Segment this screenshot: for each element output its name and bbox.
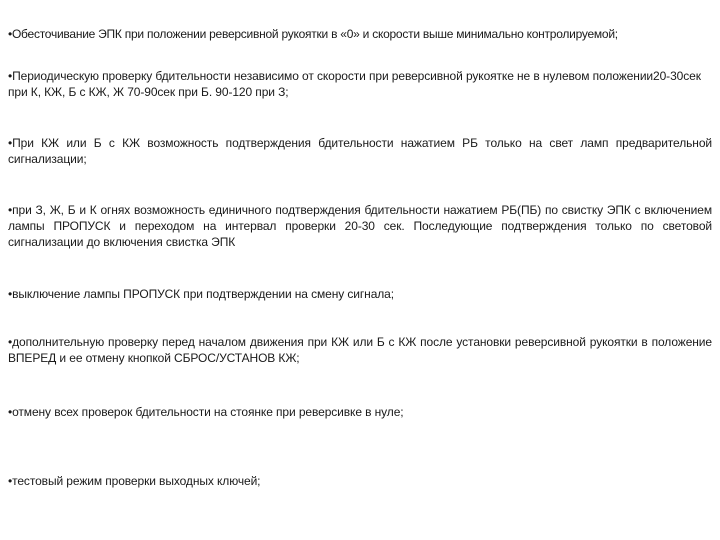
bullet-item-lamp-off: •выключение лампы ПРОПУСК при подтверждении на смену сигнала; — [8, 287, 394, 301]
bullet-item-additional-check: •дополнительную проверку перед началом движения при КЖ или Б с КЖ после установки реверсивной рукоятки в положение ВПЕРЕД и ее отмену кнопкой СБРОС/УСТАНОВ КЖ; — [8, 335, 712, 365]
bullet-item-cancel-checks: •отмену всех проверок бдительности на стоянке при реверсивке в нуле; — [8, 405, 404, 419]
bullet-item-epk-deenergize: •Обесточивание ЭПК при положении реверсивной рукоятки в «0» и скорости выше минимально контролируемой; — [8, 27, 618, 41]
bullet-item-kzh-confirm: •При КЖ или Б с КЖ возможность подтверждения бдительности нажатием РБ только на свет ламп предварительной сигнализации; — [8, 136, 712, 166]
bullet-item-test-mode: •тестовый режим проверки выходных ключей; — [8, 474, 261, 488]
bullet-item-single-confirm: •при З, Ж, Б и К огнях возможность единичного подтверждения бдительности нажатием РБ(ПБ) по свистку ЭПК с включением лампы ПРОПУСК и переходом на интервал проверки 20-30 сек. Последующие подтверждения только по световой сигнализации до включения свистка ЭПК — [8, 203, 712, 249]
bullet-item-periodic-check: •Периодическую проверку бдительности независимо от скорости при реверсивной рукоятке не в нулевом положении20-30сек при К, КЖ, Б с КЖ, Ж 70-90сек при Б. 90-120 при З; — [8, 69, 701, 99]
